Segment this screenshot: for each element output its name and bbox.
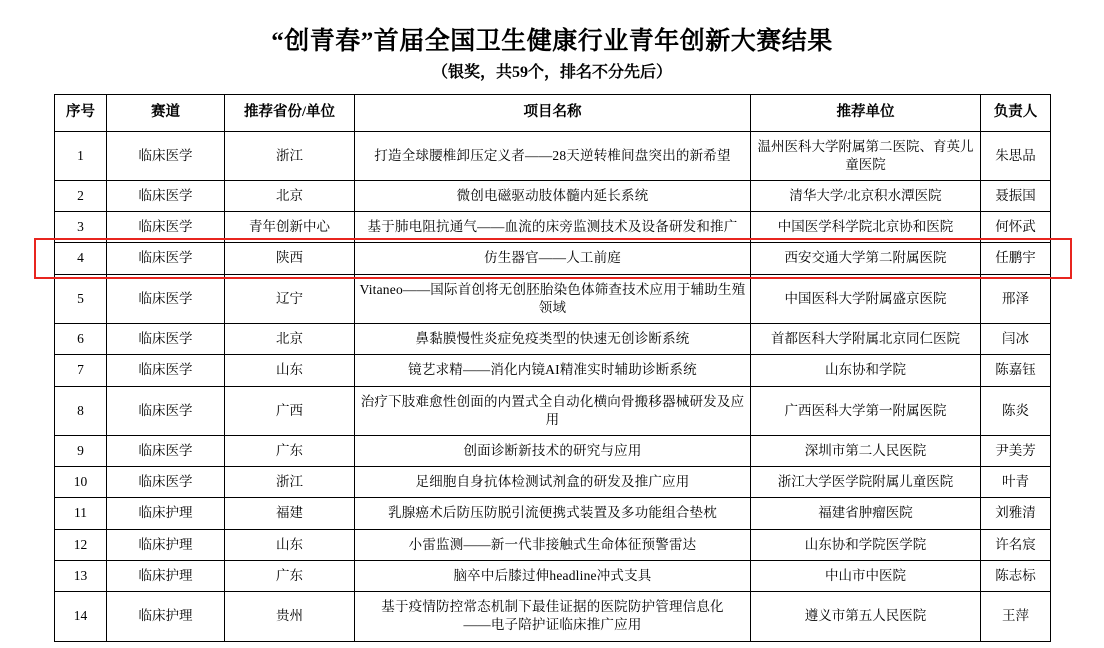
page-title: “创青春”首届全国卫生健康行业青年创新大赛结果 bbox=[271, 28, 833, 55]
cell-unit: 广西医科大学第一附属医院 bbox=[751, 386, 981, 435]
table-header-row bbox=[55, 95, 1051, 132]
cell-leader: 王萍 bbox=[981, 592, 1051, 641]
cell-no: 4 bbox=[55, 243, 107, 274]
column-header-province: 推荐省份/单位 bbox=[225, 95, 355, 132]
cell-leader: 闫冰 bbox=[981, 324, 1051, 355]
cell-province: 福建 bbox=[225, 498, 355, 529]
cell-track: 临床医学 bbox=[107, 355, 225, 386]
cell-project: 基于疫情防控常态机制下最佳证据的医院防护管理信息化 ——电子陪护证临床推广应用 bbox=[355, 592, 751, 641]
cell-unit: 温州医科大学附属第二医院、育英儿童医院 bbox=[751, 131, 981, 180]
cell-no: 9 bbox=[55, 436, 107, 467]
cell-unit: 中国医科大学附属盛京医院 bbox=[751, 274, 981, 323]
cell-track: 临床护理 bbox=[107, 498, 225, 529]
cell-project: 小雷监测——新一代非接触式生命体征预警雷达 bbox=[355, 529, 751, 560]
cell-leader: 许名宸 bbox=[981, 529, 1051, 560]
cell-no: 1 bbox=[55, 131, 107, 180]
cell-track: 临床护理 bbox=[107, 560, 225, 591]
cell-no: 3 bbox=[55, 212, 107, 243]
cell-unit: 中山市中医院 bbox=[751, 560, 981, 591]
cell-project: 仿生器官——人工前庭 bbox=[355, 243, 751, 274]
cell-leader: 聂振国 bbox=[981, 181, 1051, 212]
table-row bbox=[55, 560, 1051, 591]
cell-project: 打造全球腰椎卸压定义者——28天逆转椎间盘突出的新希望 bbox=[355, 131, 751, 180]
cell-no: 7 bbox=[55, 355, 107, 386]
table-header bbox=[55, 95, 1051, 132]
table-row bbox=[55, 131, 1051, 180]
cell-unit: 中国医学科学院北京协和医院 bbox=[751, 212, 981, 243]
table-row bbox=[55, 467, 1051, 498]
cell-project: 脑卒中后膝过伸headline冲式支具 bbox=[355, 560, 751, 591]
cell-project: 乳腺癌术后防压防脱引流便携式装置及多功能组合垫枕 bbox=[355, 498, 751, 529]
cell-track: 临床医学 bbox=[107, 436, 225, 467]
cell-leader: 刘雅清 bbox=[981, 498, 1051, 529]
cell-project: 足细胞自身抗体检测试剂盒的研发及推广应用 bbox=[355, 467, 751, 498]
table-row bbox=[55, 181, 1051, 212]
cell-province: 广西 bbox=[225, 386, 355, 435]
cell-leader: 叶青 bbox=[981, 467, 1051, 498]
cell-no: 6 bbox=[55, 324, 107, 355]
cell-no: 2 bbox=[55, 181, 107, 212]
cell-province: 辽宁 bbox=[225, 274, 355, 323]
cell-track: 临床医学 bbox=[107, 131, 225, 180]
cell-project: 创面诊断新技术的研究与应用 bbox=[355, 436, 751, 467]
results-table bbox=[54, 94, 1051, 642]
cell-leader: 陈炎 bbox=[981, 386, 1051, 435]
cell-unit: 山东协和学院 bbox=[751, 355, 981, 386]
cell-leader: 尹美芳 bbox=[981, 436, 1051, 467]
cell-no: 12 bbox=[55, 529, 107, 560]
cell-province: 浙江 bbox=[225, 131, 355, 180]
table-row bbox=[55, 355, 1051, 386]
column-header-unit: 推荐单位 bbox=[751, 95, 981, 132]
cell-province: 陕西 bbox=[225, 243, 355, 274]
cell-leader: 何怀武 bbox=[981, 212, 1051, 243]
table-row bbox=[55, 212, 1051, 243]
cell-unit: 清华大学/北京积水潭医院 bbox=[751, 181, 981, 212]
table-row bbox=[55, 324, 1051, 355]
table-row bbox=[55, 386, 1051, 435]
cell-province: 山东 bbox=[225, 529, 355, 560]
cell-province: 广东 bbox=[225, 560, 355, 591]
cell-track: 临床护理 bbox=[107, 529, 225, 560]
cell-unit: 山东协和学院医学院 bbox=[751, 529, 981, 560]
cell-province: 北京 bbox=[225, 324, 355, 355]
table-row bbox=[55, 274, 1051, 323]
table-row bbox=[55, 436, 1051, 467]
table-row bbox=[55, 498, 1051, 529]
cell-no: 13 bbox=[55, 560, 107, 591]
cell-track: 临床医学 bbox=[107, 274, 225, 323]
cell-unit: 首都医科大学附属北京同仁医院 bbox=[751, 324, 981, 355]
cell-unit: 遵义市第五人民医院 bbox=[751, 592, 981, 641]
cell-track: 临床医学 bbox=[107, 212, 225, 243]
cell-track: 临床医学 bbox=[107, 386, 225, 435]
cell-no: 5 bbox=[55, 274, 107, 323]
cell-leader: 陈嘉钰 bbox=[981, 355, 1051, 386]
cell-province: 广东 bbox=[225, 436, 355, 467]
cell-project: 基于肺电阻抗通气——血流的床旁监测技术及设备研发和推广 bbox=[355, 212, 751, 243]
cell-track: 临床医学 bbox=[107, 243, 225, 274]
table-row bbox=[55, 592, 1051, 641]
column-header-no: 序号 bbox=[55, 95, 107, 132]
cell-province: 北京 bbox=[225, 181, 355, 212]
cell-no: 11 bbox=[55, 498, 107, 529]
cell-no: 14 bbox=[55, 592, 107, 641]
cell-track: 临床医学 bbox=[107, 181, 225, 212]
cell-track: 临床医学 bbox=[107, 467, 225, 498]
cell-project: 治疗下肢难愈性创面的内置式全自动化横向骨搬移器械研发及应用 bbox=[355, 386, 751, 435]
cell-province: 浙江 bbox=[225, 467, 355, 498]
cell-project: Vitaneo——国际首创将无创胚胎染色体筛查技术应用于辅助生殖领域 bbox=[355, 274, 751, 323]
cell-province: 贵州 bbox=[225, 592, 355, 641]
cell-province: 山东 bbox=[225, 355, 355, 386]
table-row bbox=[55, 529, 1051, 560]
cell-leader: 陈志标 bbox=[981, 560, 1051, 591]
cell-unit: 福建省肿瘤医院 bbox=[751, 498, 981, 529]
column-header-leader: 负责人 bbox=[981, 95, 1051, 132]
cell-project: 鼻黏膜慢性炎症免疫类型的快速无创诊断系统 bbox=[355, 324, 751, 355]
cell-no: 10 bbox=[55, 467, 107, 498]
cell-track: 临床医学 bbox=[107, 324, 225, 355]
cell-unit: 浙江大学医学院附属儿童医院 bbox=[751, 467, 981, 498]
page-subtitle: （银奖，共59个，排名不分先后） bbox=[431, 64, 672, 82]
cell-province: 青年创新中心 bbox=[225, 212, 355, 243]
cell-unit: 深圳市第二人民医院 bbox=[751, 436, 981, 467]
column-header-project: 项目名称 bbox=[355, 95, 751, 132]
cell-leader: 朱思品 bbox=[981, 131, 1051, 180]
cell-unit: 西安交通大学第二附属医院 bbox=[751, 243, 981, 274]
cell-track: 临床护理 bbox=[107, 592, 225, 641]
cell-project: 镜艺求精——消化内镜AI精准实时辅助诊断系统 bbox=[355, 355, 751, 386]
cell-leader: 邢泽 bbox=[981, 274, 1051, 323]
cell-no: 8 bbox=[55, 386, 107, 435]
table-row bbox=[55, 243, 1051, 274]
column-header-track: 赛道 bbox=[107, 95, 225, 132]
table-body bbox=[55, 131, 1051, 641]
cell-project: 微创电磁驱动肢体髓内延长系统 bbox=[355, 181, 751, 212]
cell-leader: 任鹏宇 bbox=[981, 243, 1051, 274]
